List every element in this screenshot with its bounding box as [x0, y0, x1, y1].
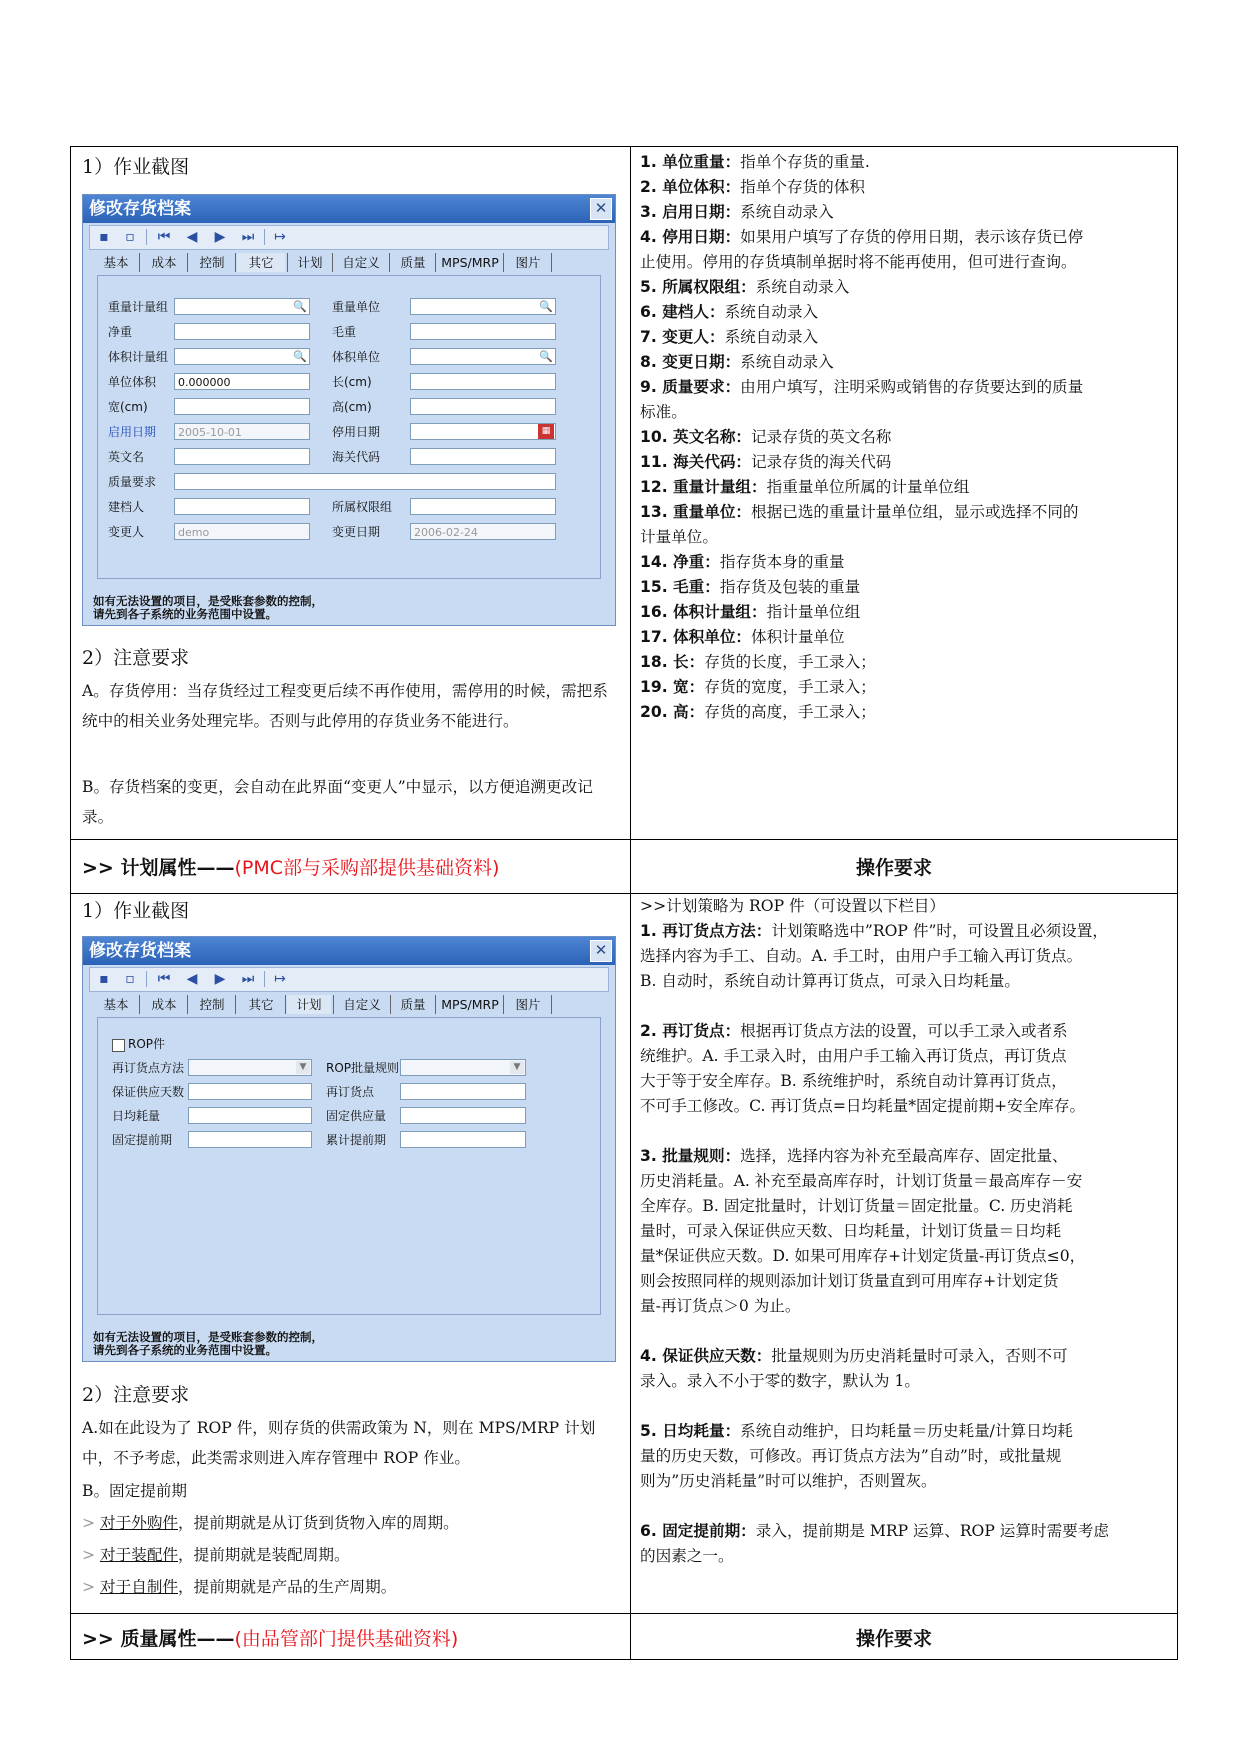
description-line — [640, 650, 1170, 675]
description-line — [640, 675, 1170, 700]
spacer — [640, 1319, 1170, 1344]
description-line — [640, 450, 1170, 475]
description-line — [640, 1269, 1170, 1294]
unit-volume-input[interactable]: 0.000000 — [174, 373, 310, 390]
field-description: 全库存。B. 固定批量时，计划订货量＝固定批量。C. 历史消耗 — [640, 1197, 1073, 1215]
description-line — [640, 969, 1170, 994]
form-panel — [97, 1017, 601, 1315]
section2-screenshot-heading: 1）作业截图 — [82, 900, 190, 922]
description-line — [640, 1344, 1170, 1369]
fixed-lead-label: 固定提前期 — [112, 1133, 173, 1147]
tab-other[interactable]: 其它 — [237, 995, 286, 1014]
section1-note-b: B。存货档案的变更，会自动在此界面“变更人”中显示，以方便追溯更改记录。 — [82, 778, 593, 826]
field-description: 体积计量单位 — [751, 628, 845, 646]
field-descriptions — [640, 150, 1170, 725]
field-description: 系统自动录入 — [724, 328, 819, 346]
field-description: 量时，可录入保证供应天数、日均耗量，计划订货量＝日均耗 — [640, 1222, 1062, 1240]
description-line — [640, 1144, 1170, 1169]
field-name: 9. 质量要求： — [640, 378, 741, 396]
field-name: 11. 海关代码： — [640, 453, 752, 471]
toolbar-separator — [146, 971, 147, 987]
lead-time-bullets — [82, 1507, 616, 1603]
dialog-plan-tab — [82, 936, 616, 1362]
rop-strategy-heading: >>计划策略为 ROP 件 — [640, 897, 805, 915]
description-line: 计量单位。 — [640, 528, 718, 546]
plan-attributes-header — [82, 853, 499, 880]
toolbar-separator — [264, 229, 265, 245]
customs-code-label: 海关代码 — [332, 450, 381, 464]
close-icon[interactable]: ✕ — [590, 198, 612, 220]
tab-quality[interactable]: 质量 — [391, 995, 436, 1014]
rop-item-label: ROP件 — [128, 1037, 166, 1051]
field-description: 指存货本身的重量 — [719, 553, 845, 571]
border-row3 — [70, 1613, 1178, 1614]
field-name: 1. 再订货点方法： — [640, 922, 772, 940]
field-description: 量*保证供应天数。D. 如果可用库存+计划定货量-再订货点≤0， — [640, 1247, 1086, 1265]
description-line: 止使用。停用的存货填制单据时将不能再使用，但可进行查询。 — [640, 253, 1077, 271]
reorder-point-label: 再订货点 — [326, 1085, 375, 1099]
quality-attributes-header — [82, 1624, 458, 1651]
tab-control[interactable]: 控制 — [189, 995, 236, 1014]
field-description: 根据再订货点方法的设置，可以手工录入或者系 — [740, 1022, 1068, 1040]
volume-group-input[interactable] — [174, 348, 310, 365]
perm-group-label: 所属权限组 — [332, 500, 393, 514]
tab-plan[interactable]: 计划 — [287, 253, 333, 272]
footer-line: 如有无法设置的项目，是受账套参数的控制， — [93, 1330, 323, 1344]
quality-req-label: 质量要求 — [108, 475, 157, 489]
field-description: 根据已选的重量计量单位组，显示或选择不同的 — [751, 503, 1079, 521]
tab-quality[interactable]: 质量 — [391, 253, 436, 272]
daily-usage-label: 日均耗量 — [112, 1109, 161, 1123]
enable-date-input[interactable]: 2005-10-01 — [174, 423, 310, 440]
tab-basic[interactable]: 基本 — [93, 253, 140, 272]
perm-group-input[interactable] — [410, 498, 556, 515]
description-line — [640, 600, 1170, 625]
next-record-icon[interactable]: ▶ — [214, 971, 226, 987]
english-name-label: 英文名 — [108, 450, 145, 464]
customs-code-input[interactable] — [410, 448, 556, 465]
section1-note-a: A。存货停用：当存货经过工程变更后续不再作使用，需停用的时候，需把系统中的相关业务处理完毕。否则与此停用的存货业务不能进行。 — [82, 682, 608, 730]
description-line — [640, 944, 1170, 969]
field-description: 量的历史天数，可修改。再订货点方法为”自动”时，或批量规 — [640, 1447, 1062, 1465]
list-item — [82, 1539, 616, 1571]
length-label: 长(cm) — [332, 375, 372, 389]
field-description: B. 自动时，系统自动计算再订货点，可录入日均耗量。 — [640, 972, 1021, 990]
changer-input[interactable]: demo — [174, 523, 310, 540]
creator-label: 建档人 — [108, 500, 145, 514]
field-description: 存货的宽度，手工录入； — [704, 678, 876, 696]
bullet-icon: > — [82, 1578, 101, 1596]
tab-plan[interactable]: 计划 — [287, 995, 331, 1014]
description-line — [640, 1369, 1170, 1394]
tab-picture[interactable]: 图片 — [505, 253, 552, 272]
next-record-icon[interactable]: ▶ — [214, 229, 226, 245]
weight-unit-label: 重量单位 — [332, 300, 381, 314]
rop-strategy-heading-line — [640, 894, 1170, 919]
field-description: 选择，选择内容为补充至最高库存、固定批量、 — [740, 1147, 1068, 1165]
calendar-icon[interactable]: ▦ — [538, 424, 554, 439]
toolbar — [89, 967, 609, 992]
section1-screenshot-heading: 1）作业截图 — [82, 156, 190, 178]
rop-batch-rule-select[interactable] — [400, 1059, 526, 1076]
field-name: 8. 变更日期： — [640, 353, 741, 371]
description-line — [640, 200, 1170, 225]
border-left — [70, 146, 71, 1660]
border-bottom — [70, 1659, 1178, 1660]
rop-strategy-note: （可设置以下栏目） — [804, 897, 945, 915]
height-input[interactable] — [410, 398, 556, 415]
field-description: 选择内容为手工、自动。A. 手工时，由用户手工输入再订货点。 — [640, 947, 1083, 965]
section2-notes-heading: 2）注意要求 — [82, 1384, 190, 1406]
description-line — [640, 325, 1170, 350]
field-name: 10. 英文名称： — [640, 428, 752, 446]
net-weight-input[interactable] — [174, 323, 310, 340]
footer-line: 请先到各子系统的业务范围中设置。 — [93, 607, 277, 621]
exit-icon[interactable]: ↦ — [274, 971, 286, 987]
field-description: 系统自动录入 — [755, 278, 850, 296]
field-description: 记录存货的英文名称 — [751, 428, 892, 446]
border-middle — [630, 146, 631, 1660]
description-line — [640, 1194, 1170, 1219]
creator-input[interactable] — [174, 498, 310, 515]
field-description: 系统自动录入 — [740, 203, 834, 221]
description-line — [640, 150, 1170, 175]
field-description: 不可手工修改。C. 再订货点=日均耗量*固定提前期+安全库存。 — [640, 1097, 1086, 1115]
description-line — [640, 1094, 1170, 1119]
tab-custom[interactable]: 自定义 — [333, 253, 390, 272]
description-line — [640, 1169, 1170, 1194]
field-name: 17. 体积单位： — [640, 628, 752, 646]
description-line — [640, 1044, 1170, 1069]
field-name: 6. 固定提前期： — [640, 1522, 756, 1540]
field-description: 则会按照同样的规则添加计划订货量直到可用库存+计划定货 — [640, 1272, 1059, 1290]
width-label: 宽(cm) — [108, 400, 148, 414]
operation-requirements-header: 操作要求 — [856, 1628, 933, 1650]
lookup-icon[interactable]: 🔍 — [539, 300, 553, 313]
field-description: 指重量单位所属的计量单位组 — [766, 478, 970, 496]
description-line — [640, 1244, 1170, 1269]
header-label: >> 计划属性—— — [82, 857, 235, 879]
tab-mps-mrp[interactable]: MPS/MRP — [437, 995, 504, 1014]
toolbar-separator — [146, 229, 147, 245]
tab-other[interactable]: 其它 — [237, 253, 285, 272]
change-date-input[interactable]: 2006-02-24 — [410, 523, 556, 540]
field-description: 的因素之一。 — [640, 1547, 734, 1565]
description-line — [640, 1294, 1170, 1319]
bullet-text: ，提前期就是产品的生产周期。 — [178, 1578, 397, 1596]
field-description: 则为”历史消耗量”时可以维护，否则置灰。 — [640, 1472, 937, 1490]
description-line — [640, 1219, 1170, 1244]
section2-note-b: B。固定提前期 — [82, 1482, 188, 1500]
reorder-method-label: 再订货点方法 — [112, 1061, 185, 1075]
field-name: 12. 重量计量组： — [640, 478, 767, 496]
field-name: 18. 长： — [640, 653, 705, 671]
description-line — [640, 1544, 1170, 1569]
field-description: 如果用户填写了存货的停用日期，表示该存货已停 — [740, 228, 1084, 246]
border-top — [70, 146, 1178, 147]
changer-label: 变更人 — [108, 525, 145, 539]
gross-weight-label: 毛重 — [332, 325, 357, 339]
field-description: 指计量单位组 — [766, 603, 861, 621]
section2-note-a: A.如在此设为了 ROP 件，则存货的供需政策为 N，则在 MPS/MRP 计划中，不予考虑，此类需求则进入库存管理中 ROP 作业。 — [82, 1419, 596, 1467]
dialog-footer-note — [93, 595, 323, 621]
field-description: 指单个存货的体积 — [740, 178, 865, 196]
field-description: 记录存货的海关代码 — [751, 453, 892, 471]
description-line — [640, 1469, 1170, 1494]
description-line — [640, 475, 1170, 500]
field-name: 6. 建档人： — [640, 303, 725, 321]
lookup-icon[interactable]: 🔍 — [293, 300, 307, 313]
first-record-icon[interactable]: ⏮ — [157, 971, 171, 987]
last-record-icon[interactable]: ⏭ — [241, 229, 255, 245]
weight-unit-input[interactable] — [410, 298, 556, 315]
field-name: 3. 启用日期： — [640, 203, 741, 221]
description-line — [640, 550, 1170, 575]
reorder-point-input[interactable] — [400, 1083, 526, 1100]
enable-date-label: 启用日期 — [108, 425, 157, 439]
description-line — [640, 175, 1170, 200]
fixed-lead-input[interactable] — [188, 1131, 312, 1148]
border-row1 — [70, 839, 1178, 840]
section1-notes-heading: 2）注意要求 — [82, 647, 190, 669]
tab-cost[interactable]: 成本 — [141, 253, 188, 272]
chevron-down-icon[interactable]: ▼ — [296, 1061, 310, 1074]
lookup-icon[interactable]: 🔍 — [293, 350, 307, 363]
field-name: 5. 日均耗量： — [640, 1422, 741, 1440]
spacer — [640, 1119, 1170, 1144]
first-record-icon[interactable]: ⏮ — [157, 229, 171, 245]
description-line — [640, 1069, 1170, 1094]
list-item — [82, 1507, 616, 1539]
field-description: 系统自动录入 — [740, 353, 834, 371]
field-description: 统维护。A. 手工录入时，由用户手工输入再订货点，再订货点 — [640, 1047, 1067, 1065]
spacer — [640, 1494, 1170, 1519]
exit-icon[interactable]: ↦ — [274, 229, 286, 245]
volume-unit-label: 体积单位 — [332, 350, 381, 364]
operation-requirements-header: 操作要求 — [856, 857, 933, 879]
field-name: 20. 高： — [640, 703, 705, 721]
field-description: 存货的长度，手工录入； — [704, 653, 876, 671]
field-name: 19. 宽： — [640, 678, 705, 696]
field-description: 大于等于安全库存。B. 系统维护时，系统自动计算再订货点， — [640, 1072, 1067, 1090]
gross-weight-input[interactable] — [410, 323, 556, 340]
field-description: 录入，提前期是 MRP 运算、ROP 运算时需要考虑 — [755, 1522, 1109, 1540]
field-name: 14. 净重： — [640, 553, 720, 571]
spacer — [640, 1394, 1170, 1419]
description-line — [640, 300, 1170, 325]
lookup-icon[interactable]: 🔍 — [539, 350, 553, 363]
description-line — [640, 375, 1170, 400]
field-name: 4. 保证供应天数： — [640, 1347, 772, 1365]
toolbar-separator — [264, 971, 265, 987]
header-label: >> 质量属性—— — [82, 1628, 235, 1650]
tab-mps-mrp[interactable]: MPS/MRP — [437, 253, 504, 272]
description-line — [640, 425, 1170, 450]
bullet-icon: > — [82, 1514, 101, 1532]
field-description: 录入。录入不小于零的数字，默认为 1。 — [640, 1372, 920, 1390]
rop-item-checkbox[interactable] — [112, 1039, 125, 1052]
safety-days-label: 保证供应天数 — [112, 1085, 185, 1099]
volume-group-label: 体积计量组 — [108, 350, 169, 364]
header-source-note: (PMC部与采购部提供基础资料) — [234, 857, 500, 879]
header-source-note: (由品管部门提供基础资料) — [234, 1628, 459, 1650]
field-description: 量-再订货点＞0 为止。 — [640, 1297, 801, 1315]
field-name: 1. 单位重量： — [640, 153, 741, 171]
field-name: 3. 批量规则： — [640, 1147, 741, 1165]
description-line — [640, 1519, 1170, 1544]
fixed-supply-label: 固定供应量 — [326, 1109, 387, 1123]
field-name: 5. 所属权限组： — [640, 278, 756, 296]
description-line — [640, 919, 1170, 944]
bullet-text: ，提前期就是装配周期。 — [178, 1546, 350, 1564]
spacer — [640, 994, 1170, 1019]
field-name: 15. 毛重： — [640, 578, 720, 596]
rop-batch-rule-label: ROP批量规则 — [326, 1061, 400, 1075]
quality-req-input[interactable] — [174, 473, 556, 490]
description-line — [640, 1019, 1170, 1044]
border-right — [1177, 146, 1178, 1660]
length-input[interactable] — [410, 373, 556, 390]
cum-lead-label: 累计提前期 — [326, 1133, 387, 1147]
save-icon[interactable]: ▪ — [99, 971, 109, 987]
description-line: 标准。 — [640, 403, 687, 421]
field-description: 存货的高度，手工录入； — [704, 703, 876, 721]
bullet-topic: 对于自制件 — [100, 1578, 179, 1596]
form-panel — [97, 275, 601, 579]
reorder-method-select[interactable] — [188, 1059, 312, 1076]
change-date-label: 变更日期 — [332, 525, 381, 539]
volume-unit-input[interactable] — [410, 348, 556, 365]
bullet-topic: 对于外购件 — [100, 1514, 179, 1532]
copy-icon[interactable]: ▫ — [125, 971, 135, 987]
field-description: 系统自动录入 — [724, 303, 819, 321]
field-description: 由用户填写，注明采购或销售的存货要达到的质量 — [740, 378, 1084, 396]
fixed-supply-input[interactable] — [400, 1107, 526, 1124]
field-description: 指存货及包装的重量 — [719, 578, 861, 596]
disable-date-label: 停用日期 — [332, 425, 381, 439]
bullet-icon: > — [82, 1546, 101, 1564]
field-description: 系统自动维护，日均耗量＝历史耗量/计算日均耗 — [740, 1422, 1073, 1440]
last-record-icon[interactable]: ⏭ — [241, 971, 255, 987]
height-label: 高(cm) — [332, 400, 372, 414]
field-description: 指单个存货的重量. — [740, 153, 870, 171]
field-description: 历史消耗量。A. 补充至最高库存时，计划订货量＝最高库存－安 — [640, 1172, 1083, 1190]
footer-line: 请先到各子系统的业务范围中设置。 — [93, 1343, 277, 1357]
field-description: 计划策略选中”ROP 件”时，可设置且必须设置， — [771, 922, 1108, 940]
field-name: 13. 重量单位： — [640, 503, 752, 521]
bullet-topic: 对于装配件 — [100, 1546, 179, 1564]
disable-date-input[interactable] — [410, 423, 556, 440]
previous-record-icon[interactable]: ◀ — [186, 229, 198, 245]
chevron-down-icon[interactable]: ▼ — [510, 1061, 524, 1074]
field-description: 批量规则为历史消耗量时可录入，否则不可 — [771, 1347, 1068, 1365]
tab-control[interactable]: 控制 — [189, 253, 236, 272]
save-icon[interactable]: ▪ — [99, 229, 109, 245]
dialog-other-tab — [82, 194, 616, 626]
dialog-title: 修改存货档案 — [83, 937, 615, 965]
cum-lead-input[interactable] — [400, 1131, 526, 1148]
rop-field-descriptions — [640, 919, 1170, 1569]
description-line — [640, 1419, 1170, 1444]
field-name: 2. 单位体积： — [640, 178, 741, 196]
tab-basic[interactable]: 基本 — [93, 995, 140, 1014]
tab-cost[interactable]: 成本 — [141, 995, 188, 1014]
weight-group-input[interactable] — [174, 298, 310, 315]
net-weight-label: 净重 — [108, 325, 133, 339]
field-name: 4. 停用日期： — [640, 228, 741, 246]
field-name: 7. 变更人： — [640, 328, 725, 346]
description-line — [640, 500, 1170, 525]
description-line — [640, 225, 1170, 250]
description-line — [640, 275, 1170, 300]
field-name: 2. 再订货点： — [640, 1022, 741, 1040]
bullet-text: ，提前期就是从订货到货物入库的周期。 — [178, 1514, 459, 1532]
safety-days-input[interactable] — [188, 1083, 312, 1100]
description-line — [640, 1444, 1170, 1469]
description-line — [640, 625, 1170, 650]
previous-record-icon[interactable]: ◀ — [186, 971, 198, 987]
footer-line: 如有无法设置的项目，是受账套参数的控制， — [93, 594, 323, 608]
list-item — [82, 1571, 616, 1603]
width-input[interactable] — [174, 398, 310, 415]
unit-volume-label: 单位体积 — [108, 375, 157, 389]
dialog-footer-note — [93, 1331, 323, 1357]
description-line — [640, 575, 1170, 600]
field-name: 16. 体积计量组： — [640, 603, 767, 621]
tab-picture[interactable]: 图片 — [505, 995, 552, 1014]
english-name-input[interactable] — [174, 448, 310, 465]
copy-icon[interactable]: ▫ — [125, 229, 135, 245]
daily-usage-input[interactable] — [188, 1107, 312, 1124]
tab-custom[interactable]: 自定义 — [333, 995, 391, 1014]
dialog-title: 修改存货档案 — [83, 195, 615, 223]
description-line — [640, 700, 1170, 725]
weight-group-label: 重量计量组 — [108, 300, 169, 314]
toolbar — [89, 225, 609, 250]
description-line — [640, 350, 1170, 375]
close-icon[interactable]: ✕ — [590, 940, 612, 962]
